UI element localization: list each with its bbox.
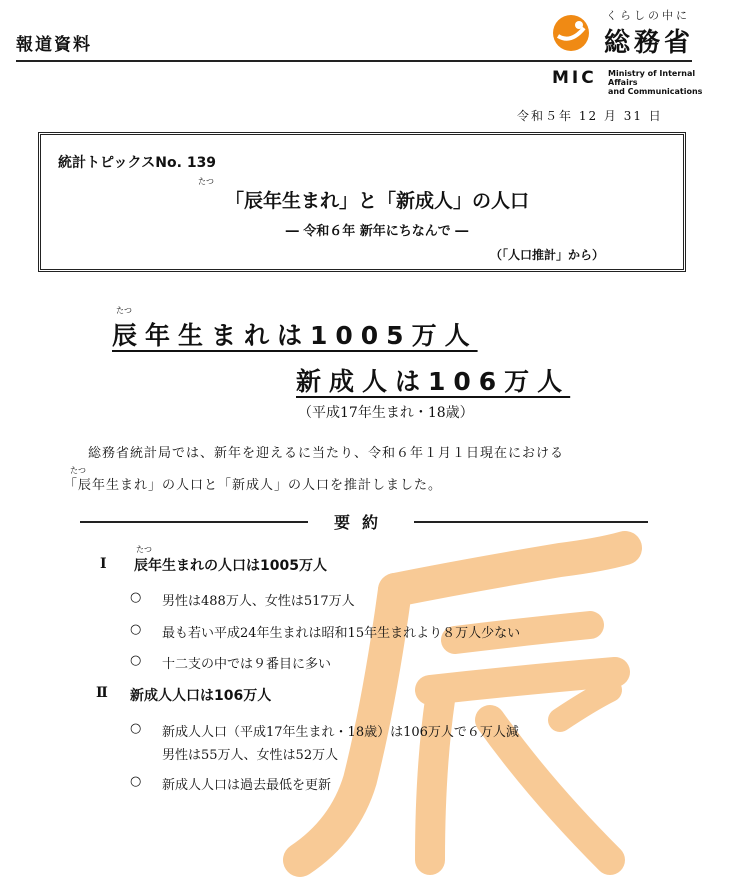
topic-subtitle: ― 令和６年 新年にちなんで ― [285, 224, 469, 239]
section-1-title: 辰年生まれの人口は1005万人 [134, 558, 327, 574]
headline-line1: 辰年生まれは1005万人 [112, 321, 478, 350]
topic-ruby: たつ [198, 177, 214, 186]
topic-title: 「辰年生まれ」と「新成人」の人口 [224, 190, 529, 212]
section-1-number: Ⅰ [100, 556, 107, 572]
org-full-line1: Ministry of Internal Affairs [608, 69, 696, 87]
section-2-item-2: 男性は55万人、女性は52万人 [162, 748, 339, 763]
summary-heading: 要約 [333, 513, 390, 532]
section-2-item-1: 新成人人口（平成17年生まれ・18歳）は106万人で６万人減 [162, 725, 519, 740]
org-abbr: MIC [552, 68, 597, 88]
bullet-icon: ○ [130, 774, 142, 789]
org-full-line2: and Communications [608, 87, 703, 96]
section-1-item-3: 十二支の中では９番目に多い [162, 657, 332, 672]
org-tagline: くらしの中に [606, 9, 690, 22]
section-2-title: 新成人人口は106万人 [130, 688, 272, 704]
section-2-item-3: 新成人人口は過去最低を更新 [162, 778, 332, 793]
bullet-icon: ○ [130, 653, 142, 668]
bullet-icon: ○ [130, 721, 142, 736]
mic-logo-icon [552, 14, 590, 52]
headline-line2: 新成人は106万人 [296, 367, 571, 396]
header-divider [16, 60, 692, 62]
section-1-item-1: 男性は488万人、女性は517万人 [162, 594, 355, 609]
release-date: 令和５年 12 月 31 日 [517, 109, 663, 123]
intro-line2: 「辰年生まれ」の人口と「新成人」の人口を推計しました。 [64, 478, 443, 493]
headline-ruby: たつ [116, 306, 132, 315]
section-1-ruby: たつ [136, 545, 152, 554]
section-1-item-2: 最も若い平成24年生まれは昭和15年生まれより８万人少ない [162, 626, 521, 641]
bullet-icon: ○ [130, 590, 142, 605]
intro-line1: 総務省統計局では、新年を迎えるに当たり、令和６年１月１日現在における [88, 446, 565, 461]
org-name: 総務省 [604, 28, 695, 58]
topic-number: 統計トピックスNo. 139 [58, 155, 217, 171]
section-2-number: Ⅱ [96, 685, 108, 701]
intro-ruby: たつ [70, 466, 86, 475]
press-release-label: 報道資料 [16, 35, 92, 55]
summary-rule-right [414, 521, 648, 523]
org-full-name [608, 69, 718, 96]
topic-source: （「人口推計」から） [490, 248, 605, 262]
bullet-icon: ○ [130, 622, 142, 637]
headline-note: （平成17年生まれ・18歳） [298, 405, 474, 421]
summary-rule-left [80, 521, 308, 523]
